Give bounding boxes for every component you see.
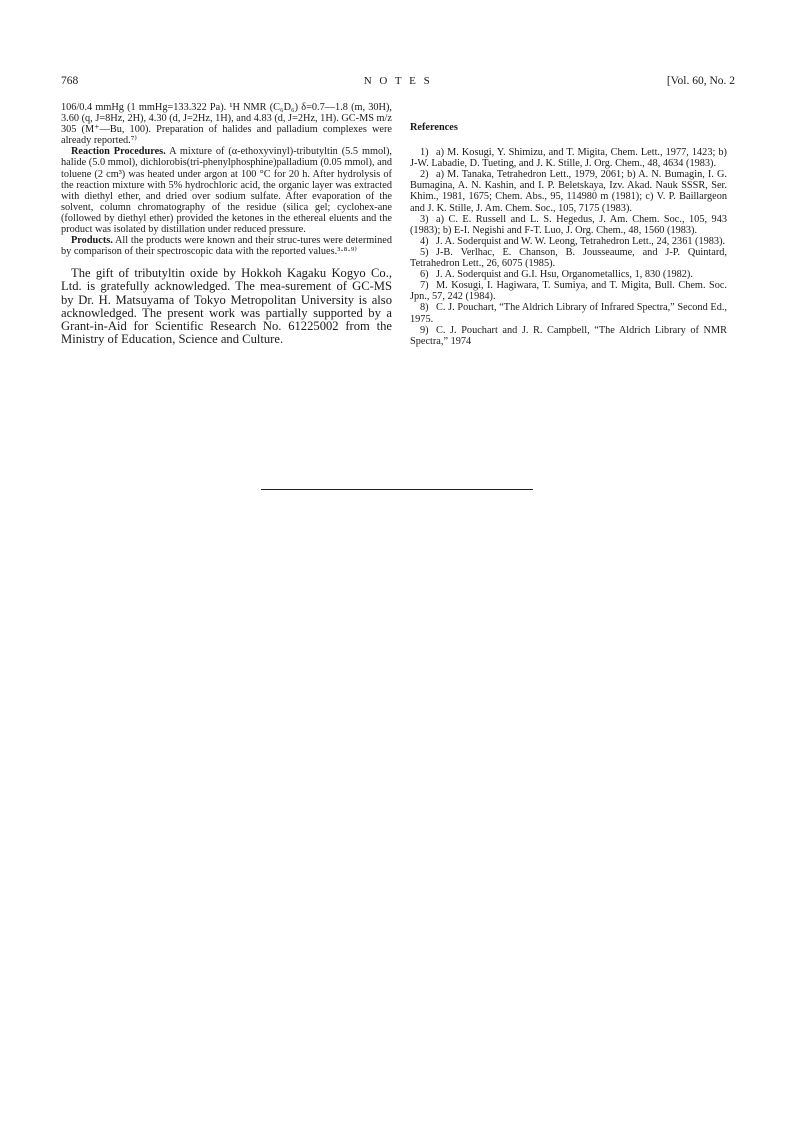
reference-text: M. Kosugi, I. Hagiwara, T. Sumiya, and T. Migita, Bull. Chem. Soc. Jpn., 57, 242 (1984). [410, 280, 727, 303]
reaction-procedures-text: A mixture of (α-ethoxyvinyl)-tributyltin (5.5 mmol), halide (5.0 mmol), dichlorobis(tri-phenylphosphine)palladium (0.05 mmol), and toluene (2 cm³) was heated under argon at 100 °C for 20 h. After hydrolysis of the reaction mixture with 5% hydrochloric acid, the organic layer was extracted with diethyl ether, and dried over sodium sulfate. After evaporation of the solvent, column chromatography of the residue (silica gel; cyclohex-ane (followed by diethyl ether) provided the ketones in the ethereal eluents and the product was isolated by distillation under reduced pressure. [61, 146, 392, 236]
reference-number: 1) [420, 147, 429, 159]
reference-number: 3) [420, 213, 429, 225]
products-heading: Products. [71, 235, 113, 247]
reference-number: 8) [420, 302, 429, 314]
products-text: All the products were known and their struc-tures were determined by comparison of their spectroscopic data with the reported values.³·⁸·⁹⁾ [61, 235, 392, 258]
reference-item [410, 302, 727, 324]
reference-number: 2) [420, 169, 429, 181]
reference-list [410, 147, 727, 347]
reference-text: J-B. Verlhac, E. Chanson, B. Jousseaume, and J-P. Quintard, Tetrahedron Lett., 26, 6075 (1985). [410, 246, 727, 270]
reference-text: J. A. Soderquist and W. W. Leong, Tetrahedron Lett., 24, 2361 (1983). [436, 235, 726, 247]
page-number: 768 [61, 75, 79, 87]
left-column [61, 102, 392, 346]
reference-number: 7) [420, 280, 429, 292]
reference-item [410, 147, 727, 169]
page-header [61, 75, 735, 91]
reference-number: 4) [420, 235, 429, 247]
reference-text: a) C. E. Russell and L. S. Hegedus, J. Am. Chem. Soc., 105, 943 (1983); b) E-I. Negishi and F-T. Luo, J. Org. Chem., 48, 1560 (1983). [410, 213, 727, 236]
acknowledgement-paragraph: The gift of tributyltin oxide by Hokkoh Kagaku Kogyo Co., Ltd. is gratefully acknowledged. The mea-surement of GC-MS by Dr. H. Matsuyama of Tokyo Metropolitan University is also acknowledged. The present work was partially supported by a Grant-in-Aid for Scientific Research No. 61225002 from the Ministry of Education, Science and Culture. [61, 266, 392, 346]
reaction-procedures-paragraph [61, 146, 392, 235]
reference-text: C. J. Pouchart, “The Aldrich Library of Infrared Spectra,” Second Ed., 1975. [410, 302, 727, 325]
running-title: N O T E S [363, 75, 433, 87]
volume-info: [Vol. 60, No. 2 [666, 75, 735, 87]
reference-text: a) M. Tanaka, Tetrahedron Lett., 1979, 2061; b) A. N. Bumagin, I. G. Bumagina, A. N. Kashin, and I. P. Beletskaya, Izv. Akad. Nauk SSSR, Ser. Khim., 1981, 1675; Chem. Abs., 95, 114980 m (1981); c) V. P. Baillargeon and J. K. Stille, J. Am. Chem. Soc., 105, 7175 (1983). [410, 169, 727, 214]
reference-item [410, 280, 727, 302]
reference-item [410, 236, 727, 247]
reference-number: 9) [420, 324, 429, 336]
references-title: References [410, 122, 458, 133]
reference-item [410, 269, 727, 280]
end-rule [261, 489, 533, 490]
reference-item [410, 169, 727, 213]
nmr-data-paragraph: 106/0.4 mmHg (1 mmHg=133.322 Pa). ¹H NMR (C₆D₆) δ=0.7—1.8 (m, 30H), 3.60 (q, J=8Hz, 2H), 4.30 (d, J=2Hz, 1H), and 4.83 (d, J=2Hz, 1H). GC-MS m/z 305 (M⁺—Bu, 100). Preparation of halides and palladium complexes were already reported.⁷⁾ [61, 102, 392, 147]
reference-item [410, 247, 727, 269]
reference-text: J. A. Soderquist and G.I. Hsu, Organometallics, 1, 830 (1982). [436, 269, 693, 281]
references-section [410, 102, 727, 347]
reference-text: C. J. Pouchart and J. R. Campbell, “The Aldrich Library of NMR Spectra,” 1974 [410, 324, 727, 347]
reference-item [410, 325, 727, 347]
reference-item [410, 214, 727, 236]
reference-text: a) M. Kosugi, Y. Shimizu, and T. Migita, Chem. Lett., 1977, 1423; b) J-W. Labadie, D. Tueting, and J. K. Stille, J. Org. Chem., 48, 4634 (1983). [410, 147, 727, 170]
products-paragraph [61, 235, 392, 257]
reference-number: 6) [420, 269, 429, 281]
reaction-procedures-heading: Reaction Procedures. [71, 146, 166, 158]
reference-number: 5) [420, 246, 429, 258]
